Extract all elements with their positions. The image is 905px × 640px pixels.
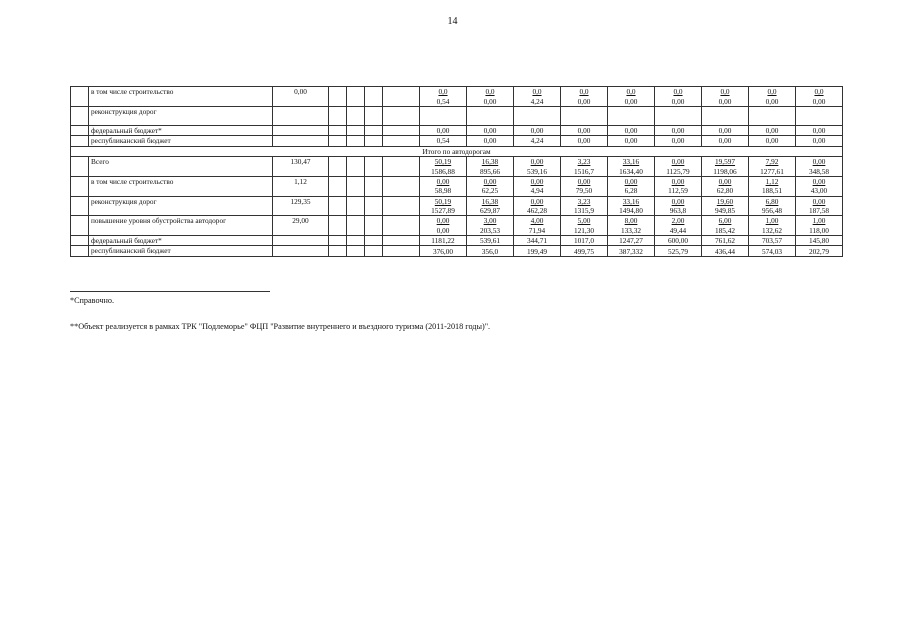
value-text: 1,00 — [765, 216, 779, 226]
row-index-cell — [71, 136, 89, 146]
value-text: 0,00 — [530, 196, 544, 206]
value-text: 0,00 — [436, 216, 450, 226]
value-cell-top — [467, 196, 514, 206]
value-cell: 199,49 — [514, 246, 561, 256]
value-cell-bottom: 62,25 — [467, 186, 514, 196]
value-cell-top — [514, 196, 561, 206]
value-cell-bottom: 0,00 — [655, 96, 702, 106]
value-cell: 0,00 — [608, 136, 655, 146]
value-cell-bottom: 1586,88 — [420, 166, 467, 176]
value-cell-top — [796, 176, 843, 186]
value-cell-bottom: 956,48 — [749, 206, 796, 216]
value-text: 0,0 — [532, 87, 542, 97]
row-label: повышение уровня обустройства автодорог — [89, 216, 273, 236]
value-cell — [608, 106, 655, 125]
value-cell: 574,03 — [749, 246, 796, 256]
value-cell: 703,57 — [749, 236, 796, 246]
value-text: 0,0 — [673, 87, 683, 97]
value-cell: 499,75 — [561, 246, 608, 256]
value-cell — [655, 106, 702, 125]
value-cell-top — [655, 216, 702, 226]
empty-cell — [365, 236, 383, 246]
row-index-cell — [71, 106, 89, 125]
row-value — [273, 236, 329, 246]
value-cell — [467, 106, 514, 125]
value-cell-bottom: 539,16 — [514, 166, 561, 176]
value-cell-top — [655, 87, 702, 97]
empty-cell — [329, 106, 347, 125]
value-text: 0,00 — [671, 157, 685, 167]
value-text: 3,23 — [577, 157, 591, 167]
value-cell-bottom: 187,58 — [796, 206, 843, 216]
value-text: 0,00 — [436, 176, 450, 186]
value-cell: 0,00 — [702, 136, 749, 146]
value-cell — [420, 106, 467, 125]
table-row — [71, 136, 843, 146]
value-text: 0,00 — [530, 176, 544, 186]
value-cell-bottom: 188,51 — [749, 186, 796, 196]
value-text: 50,19 — [434, 157, 452, 167]
row-index-cell — [71, 216, 89, 236]
value-cell-top — [467, 176, 514, 186]
value-cell-top — [796, 196, 843, 206]
value-cell: 600,00 — [655, 236, 702, 246]
value-cell-top — [561, 176, 608, 186]
value-cell: 4,24 — [514, 136, 561, 146]
value-cell: 202,79 — [796, 246, 843, 256]
empty-cell — [365, 246, 383, 256]
empty-cell — [329, 176, 347, 196]
value-cell-bottom: 462,28 — [514, 206, 561, 216]
value-cell: 0,00 — [514, 125, 561, 135]
value-cell-top — [608, 196, 655, 206]
value-cell — [796, 106, 843, 125]
value-text: 1,00 — [812, 216, 826, 226]
value-cell-top — [420, 196, 467, 206]
value-cell: 344,71 — [514, 236, 561, 246]
value-cell-top — [561, 156, 608, 166]
value-cell-top — [749, 196, 796, 206]
empty-cell — [383, 246, 420, 256]
value-cell: 539,61 — [467, 236, 514, 246]
value-cell-top — [749, 216, 796, 226]
value-cell-top — [655, 156, 702, 166]
value-cell-bottom: 203,53 — [467, 226, 514, 236]
row-index-cell — [71, 236, 89, 246]
value-cell: 525,79 — [655, 246, 702, 256]
table-row — [71, 146, 843, 156]
value-cell-bottom: 49,44 — [655, 226, 702, 236]
empty-cell — [383, 216, 420, 236]
value-text: 16,38 — [481, 196, 499, 206]
row-index-cell — [71, 176, 89, 196]
value-cell: 0,00 — [749, 125, 796, 135]
value-cell-top — [467, 87, 514, 97]
value-text: 0,00 — [812, 157, 826, 167]
value-cell-top — [749, 156, 796, 166]
value-text: 0,00 — [530, 157, 544, 167]
value-cell-top — [608, 216, 655, 226]
value-cell-bottom: 4,94 — [514, 186, 561, 196]
value-cell-bottom: 0,00 — [467, 96, 514, 106]
table-row — [71, 125, 843, 135]
budget-table — [70, 86, 843, 257]
empty-cell — [383, 136, 420, 146]
empty-cell — [329, 246, 347, 256]
value-cell-bottom: 1516,7 — [561, 166, 608, 176]
value-cell: 0,00 — [702, 125, 749, 135]
empty-cell — [329, 196, 347, 216]
empty-cell — [365, 125, 383, 135]
value-text: 0,0 — [626, 87, 636, 97]
footnote-program: **Объект реализуется в рамках ТРК "Подлеморье" ФЦП "Развитие внутреннего и въездного туризма (2011-2018 годы)". — [70, 322, 491, 331]
value-cell-bottom: 121,30 — [561, 226, 608, 236]
value-text: 8,00 — [624, 216, 638, 226]
footnote-separator — [70, 291, 270, 292]
empty-cell — [329, 136, 347, 146]
value-cell-bottom: 0,00 — [561, 96, 608, 106]
row-index-cell — [71, 196, 89, 216]
empty-cell — [383, 196, 420, 216]
value-text: 0,0 — [438, 87, 448, 97]
value-text: 5,00 — [577, 216, 591, 226]
empty-cell — [329, 156, 347, 176]
value-cell-top — [655, 196, 702, 206]
footnote-reference: *Справочно. — [70, 296, 114, 305]
value-text: 0,00 — [577, 176, 591, 186]
value-cell-top — [561, 87, 608, 97]
value-text: 0,0 — [814, 87, 824, 97]
value-cell: 387,332 — [608, 246, 655, 256]
row-index-cell — [71, 156, 89, 176]
value-cell-bottom: 6,28 — [608, 186, 655, 196]
value-cell-bottom: 348,58 — [796, 166, 843, 176]
value-cell-top — [749, 176, 796, 186]
empty-cell — [383, 87, 420, 107]
value-cell-top — [796, 216, 843, 226]
value-cell-bottom: 1494,80 — [608, 206, 655, 216]
value-cell: 356,0 — [467, 246, 514, 256]
row-value — [273, 246, 329, 256]
value-cell-bottom: 132,62 — [749, 226, 796, 236]
value-cell: 0,00 — [467, 125, 514, 135]
value-cell-bottom: 1634,40 — [608, 166, 655, 176]
row-label: федеральный бюджет* — [89, 125, 273, 135]
value-cell-top — [420, 156, 467, 166]
value-cell — [561, 106, 608, 125]
section-title: Итого по автодорогам — [71, 146, 843, 156]
value-text: 1,12 — [765, 176, 779, 186]
value-text: 6,80 — [765, 196, 779, 206]
empty-cell — [365, 176, 383, 196]
row-label: реконструкция дорог — [89, 196, 273, 216]
value-cell-top — [608, 87, 655, 97]
empty-cell — [365, 196, 383, 216]
empty-cell — [383, 176, 420, 196]
value-text: 0,00 — [718, 176, 732, 186]
value-cell-bottom: 43,00 — [796, 186, 843, 196]
value-cell: 0,00 — [655, 125, 702, 135]
empty-cell — [329, 125, 347, 135]
table-row — [71, 156, 843, 166]
empty-cell — [347, 246, 365, 256]
value-cell-bottom: 963,8 — [655, 206, 702, 216]
value-cell-top — [796, 156, 843, 166]
value-cell-top — [514, 87, 561, 97]
value-cell: 0,00 — [655, 136, 702, 146]
value-cell-bottom: 629,87 — [467, 206, 514, 216]
empty-cell — [365, 106, 383, 125]
empty-cell — [383, 125, 420, 135]
row-label: республиканский бюджет — [89, 136, 273, 146]
value-cell-top — [514, 216, 561, 226]
value-text: 50,19 — [434, 196, 452, 206]
empty-cell — [383, 236, 420, 246]
empty-cell — [365, 156, 383, 176]
empty-cell — [347, 87, 365, 107]
value-cell-bottom: 949,85 — [702, 206, 749, 216]
value-cell-top — [702, 216, 749, 226]
value-cell: 1247,27 — [608, 236, 655, 246]
table-row — [71, 87, 843, 97]
value-cell: 1017,0 — [561, 236, 608, 246]
row-value: 130,47 — [273, 156, 329, 176]
value-text: 19,60 — [716, 196, 734, 206]
value-text: 0,00 — [483, 176, 497, 186]
value-cell: 0,00 — [796, 136, 843, 146]
table-row — [71, 106, 843, 125]
value-text: 3,23 — [577, 196, 591, 206]
value-text: 0,00 — [812, 196, 826, 206]
value-cell-top — [467, 156, 514, 166]
row-value: 1,12 — [273, 176, 329, 196]
value-cell: 0,54 — [420, 136, 467, 146]
empty-cell — [329, 87, 347, 107]
value-cell-top — [561, 216, 608, 226]
value-cell-bottom: 58,98 — [420, 186, 467, 196]
value-cell-top — [702, 87, 749, 97]
value-cell-bottom: 79,50 — [561, 186, 608, 196]
empty-cell — [347, 196, 365, 216]
empty-cell — [347, 156, 365, 176]
value-cell-bottom: 0,54 — [420, 96, 467, 106]
row-label: республиканский бюджет — [89, 246, 273, 256]
value-cell-bottom: 0,00 — [608, 96, 655, 106]
empty-cell — [329, 216, 347, 236]
value-text: 0,00 — [671, 176, 685, 186]
row-value — [273, 136, 329, 146]
value-text: 0,0 — [485, 87, 495, 97]
value-cell: 145,80 — [796, 236, 843, 246]
value-cell: 761,62 — [702, 236, 749, 246]
value-text: 33,16 — [622, 157, 640, 167]
value-cell-bottom: 1315,9 — [561, 206, 608, 216]
value-cell-top — [608, 156, 655, 166]
value-cell-top — [514, 156, 561, 166]
row-label: Всего — [89, 156, 273, 176]
value-cell — [514, 106, 561, 125]
value-cell: 0,00 — [467, 136, 514, 146]
value-cell-top — [420, 87, 467, 97]
value-text: 0,00 — [624, 176, 638, 186]
table-row — [71, 216, 843, 226]
row-label: федеральный бюджет* — [89, 236, 273, 246]
row-label: в том числе строительство — [89, 176, 273, 196]
value-cell-top — [702, 196, 749, 206]
value-cell-bottom: 0,00 — [420, 226, 467, 236]
value-cell-top — [702, 156, 749, 166]
empty-cell — [365, 136, 383, 146]
table-row — [71, 196, 843, 206]
empty-cell — [347, 106, 365, 125]
value-cell-bottom: 0,00 — [702, 96, 749, 106]
page-number: 14 — [447, 16, 458, 27]
value-cell — [749, 106, 796, 125]
value-cell-top — [420, 216, 467, 226]
value-cell-bottom: 71,94 — [514, 226, 561, 236]
value-cell — [702, 106, 749, 125]
value-cell-top — [608, 176, 655, 186]
value-cell: 0,00 — [749, 136, 796, 146]
value-cell: 0,00 — [420, 125, 467, 135]
value-cell-bottom: 895,66 — [467, 166, 514, 176]
row-value — [273, 106, 329, 125]
value-cell-bottom: 0,00 — [749, 96, 796, 106]
value-cell-bottom: 4,24 — [514, 96, 561, 106]
value-cell-top — [702, 176, 749, 186]
value-cell: 0,00 — [608, 125, 655, 135]
value-text: 0,00 — [812, 176, 826, 186]
empty-cell — [365, 87, 383, 107]
row-label: в том числе строительство — [89, 87, 273, 107]
value-text: 19,597 — [714, 157, 736, 167]
row-label: реконструкция дорог — [89, 106, 273, 125]
value-cell: 0,00 — [561, 125, 608, 135]
value-cell-bottom: 133,32 — [608, 226, 655, 236]
value-cell-top — [420, 176, 467, 186]
value-cell-bottom: 185,42 — [702, 226, 749, 236]
value-cell: 0,00 — [796, 125, 843, 135]
value-cell-bottom: 0,00 — [796, 96, 843, 106]
empty-cell — [347, 236, 365, 246]
value-cell-top — [467, 216, 514, 226]
value-text: 0,0 — [579, 87, 589, 97]
value-cell-top — [655, 176, 702, 186]
empty-cell — [347, 125, 365, 135]
row-index-cell — [71, 246, 89, 256]
empty-cell — [347, 176, 365, 196]
value-text: 6,00 — [718, 216, 732, 226]
value-cell: 376,00 — [420, 246, 467, 256]
row-value: 29,00 — [273, 216, 329, 236]
value-text: 0,00 — [671, 196, 685, 206]
value-cell-bottom: 112,59 — [655, 186, 702, 196]
value-cell-top — [561, 196, 608, 206]
row-value: 129,35 — [273, 196, 329, 216]
value-cell-bottom: 1527,89 — [420, 206, 467, 216]
value-text: 2,00 — [671, 216, 685, 226]
table-row — [71, 176, 843, 186]
value-cell-top — [796, 87, 843, 97]
value-cell: 436,44 — [702, 246, 749, 256]
value-text: 0,0 — [767, 87, 777, 97]
empty-cell — [365, 216, 383, 236]
table-row — [71, 246, 843, 256]
value-text: 3,00 — [483, 216, 497, 226]
row-index-cell — [71, 87, 89, 107]
table-row — [71, 236, 843, 246]
value-text: 7,92 — [765, 157, 779, 167]
empty-cell — [347, 216, 365, 236]
value-cell-top — [749, 87, 796, 97]
value-cell: 1181,22 — [420, 236, 467, 246]
value-text: 4,00 — [530, 216, 544, 226]
empty-cell — [347, 136, 365, 146]
value-cell-bottom: 118,00 — [796, 226, 843, 236]
empty-cell — [383, 156, 420, 176]
value-cell-bottom: 1277,61 — [749, 166, 796, 176]
empty-cell — [329, 236, 347, 246]
value-text: 33,16 — [622, 196, 640, 206]
value-text: 0,0 — [720, 87, 730, 97]
value-cell-bottom: 62,80 — [702, 186, 749, 196]
value-cell: 0,00 — [561, 136, 608, 146]
row-value — [273, 125, 329, 135]
value-cell-bottom: 1125,79 — [655, 166, 702, 176]
value-text: 16,38 — [481, 157, 499, 167]
value-cell-bottom: 1198,06 — [702, 166, 749, 176]
row-value: 0,00 — [273, 87, 329, 107]
row-index-cell — [71, 125, 89, 135]
empty-cell — [383, 106, 420, 125]
value-cell-top — [514, 176, 561, 186]
